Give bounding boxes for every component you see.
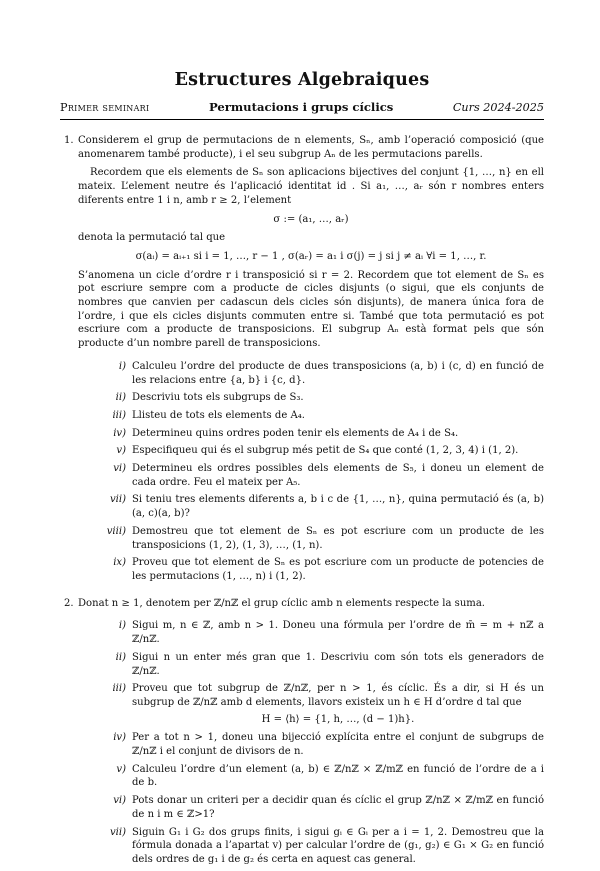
- item-text: Calculeu l’ordre del producte de dues transposicions (a, b) i (c, d) en funció de les relacions entre {a, b} i {c, d}.: [132, 360, 544, 386]
- cycle-definition-formula: σ(aᵢ) = aᵢ₊₁ si i = 1, …, r − 1 , σ(aᵣ) = a₁ i σ(j) = j si j ≠ aᵢ ∀i = 1, …, r.: [135, 250, 487, 262]
- list-item: [78, 682, 544, 726]
- item-text: Llisteu de tots els elements de A₄.: [132, 409, 305, 421]
- exercise-1-denotes: denota la permutació tal que: [78, 232, 226, 244]
- item-label: ix): [113, 557, 126, 569]
- cycle-notation-formula: σ := (a₁, …, aᵣ): [273, 213, 349, 225]
- item-label: vii): [109, 494, 126, 506]
- exercise-1-definition: Recordem que els elements de Sₙ son aplicacions bijectives del conjunt {1, …, n} en ell mateix. L’element neutre és l’aplicació identitat id . Si a₁, …, aᵣ són r nombres enters diferents entre 1 i n, amb r ≥ 2, l’element: [78, 167, 544, 206]
- list-item: [78, 619, 544, 646]
- item-label: i): [118, 360, 126, 372]
- exercise-1-intro: Considerem el grup de permutacions de n elements, Sₙ, amb l’operació composició (que anomenarem també producte), i el seu subgrup Aₙ de les permutacions parells.: [78, 135, 544, 160]
- item-label: ii): [115, 651, 126, 663]
- list-item: [78, 651, 544, 678]
- list-item: [78, 427, 544, 441]
- exercise-2-items: [78, 619, 544, 866]
- list-item: [78, 826, 544, 867]
- item-text: Proveu que tot element de Sₙ es pot escriure com un producte de potencies de les permutacions (1, …, n) i (1, 2).: [132, 557, 544, 582]
- list-item: [78, 493, 544, 520]
- item-label: vi): [113, 795, 126, 807]
- item-text: Calculeu l’ordre d’un element (a, b) ∈ ℤ/nℤ × ℤ/mℤ en funció de l’ordre de a i de b.: [132, 763, 544, 789]
- list-item: [78, 391, 544, 405]
- item-label: iv): [113, 427, 126, 439]
- seminar-topic: Permutacions i grups cíclics: [209, 100, 394, 114]
- item-text: Determineu els ordres possibles dels elements de S₅, i doneu un element de cada ordre. Feu el mateix per A₅.: [132, 463, 544, 488]
- exercise-2: [60, 597, 544, 867]
- item-label: iii): [112, 683, 126, 695]
- seminar-label: Primer seminari: [60, 101, 150, 114]
- item-text: Pots donar un criteri per a decidir quan és cíclic el grup ℤ/nℤ × ℤ/mℤ en funció de n i m ∈ ℤ>1?: [132, 795, 544, 820]
- list-item: [78, 360, 544, 387]
- item-label: ii): [115, 392, 126, 404]
- list-item: [78, 763, 544, 790]
- item-text: Descriviu tots els subgrups de S₃.: [132, 392, 304, 404]
- list-item: [78, 525, 544, 552]
- exercise-number: 2.: [64, 597, 74, 609]
- item-label: viii): [106, 525, 126, 537]
- document-header: [60, 100, 544, 120]
- item-text: Especifiqueu qui és el subgrup més petit de S₄ que conté (1, 2, 3, 4) i (1, 2).: [132, 445, 519, 457]
- exercise-number: 1.: [64, 135, 74, 146]
- item-text: Determineu quins ordres poden tenir els elements de A₄ i de S₄.: [132, 427, 459, 439]
- item-text: Si teniu tres elements diferents a, b i c de {1, …, n}, quina permutació és (a, b)(a, c)(a, b)?: [132, 494, 544, 520]
- item-text: Per a tot n > 1, doneu una bijecció explícita entre el conjunt de subgrups de ℤ/nℤ i el conjunt de divisors de n.: [132, 732, 544, 758]
- document-title: Estructures Algebraiques: [174, 70, 430, 90]
- item-text: Sigui n un enter més gran que 1. Descriviu com són tots els generadors de ℤ/nℤ.: [132, 651, 544, 677]
- list-item: [78, 794, 544, 821]
- document-body: [60, 134, 544, 867]
- item-text: Proveu que tot subgrup de ℤ/nℤ, per n > 1, és cíclic. És a dir, si H és un subgrup de ℤ/nℤ amb d elements, llavors existeix un h ∈ H d’ordre d tal que: [132, 683, 544, 708]
- subgroup-formula: H = ⟨h⟩ = {1, h, …, (d − 1)h}.: [261, 713, 415, 725]
- exercise-1-facts: S’anomena un cicle d’ordre r i transposició si r = 2. Recordem que tot element de Sₙ es pot escriure sempre com a producte de cicles disjunts (o sigui, que els conjunts de nombres que canvien per cadascun dels cicles són disjunts), de manera única fora de l’ordre, i que els cicles disjunts commuten entre si. També que tota permutació es pot escriure com a producte de transposicions. El subgrup Aₙ està format pels que són producte d’un nombre parell de transposicions.: [78, 269, 544, 350]
- item-label: iii): [112, 409, 126, 421]
- course-year: Curs 2024-2025: [452, 101, 544, 114]
- item-text: Siguin G₁ i G₂ dos grups finits, i sigui gᵢ ∈ Gᵢ per a i = 1, 2. Demostreu que la fórmula donada a l’apartat v) per calcular l’ordre de (g₁, g₂) ∈ G₁ × G₂ en funció dels ordres de g₁ i de g₂ és certa en aquest cas general.: [132, 826, 544, 865]
- list-item: [78, 556, 544, 583]
- exercise-2-intro: Donat n ≥ 1, denotem per ℤ/nℤ el grup cíclic amb n elements respecte la suma.: [78, 597, 485, 609]
- list-item: [78, 444, 544, 458]
- item-label: i): [118, 620, 126, 632]
- item-text: Sigui m, n ∈ ℤ, amb n > 1. Doneu una fórmula per l’ordre de m̄ = m + nℤ a ℤ/nℤ.: [132, 620, 544, 646]
- item-text: Demostreu que tot element de Sₙ es pot escriure com un producte de les transposicions (1, 2), (1, 3), …, (1, n).: [132, 525, 544, 551]
- document-page: [60, 70, 544, 871]
- item-label: v): [116, 763, 126, 775]
- list-item: [78, 462, 544, 489]
- item-label: vii): [109, 826, 126, 838]
- list-item: [78, 731, 544, 758]
- exercise-1-items: [78, 360, 544, 584]
- item-label: v): [116, 445, 126, 457]
- list-item: [78, 409, 544, 423]
- item-label: vi): [113, 463, 126, 475]
- item-label: iv): [113, 732, 126, 744]
- exercise-1: [60, 134, 544, 584]
